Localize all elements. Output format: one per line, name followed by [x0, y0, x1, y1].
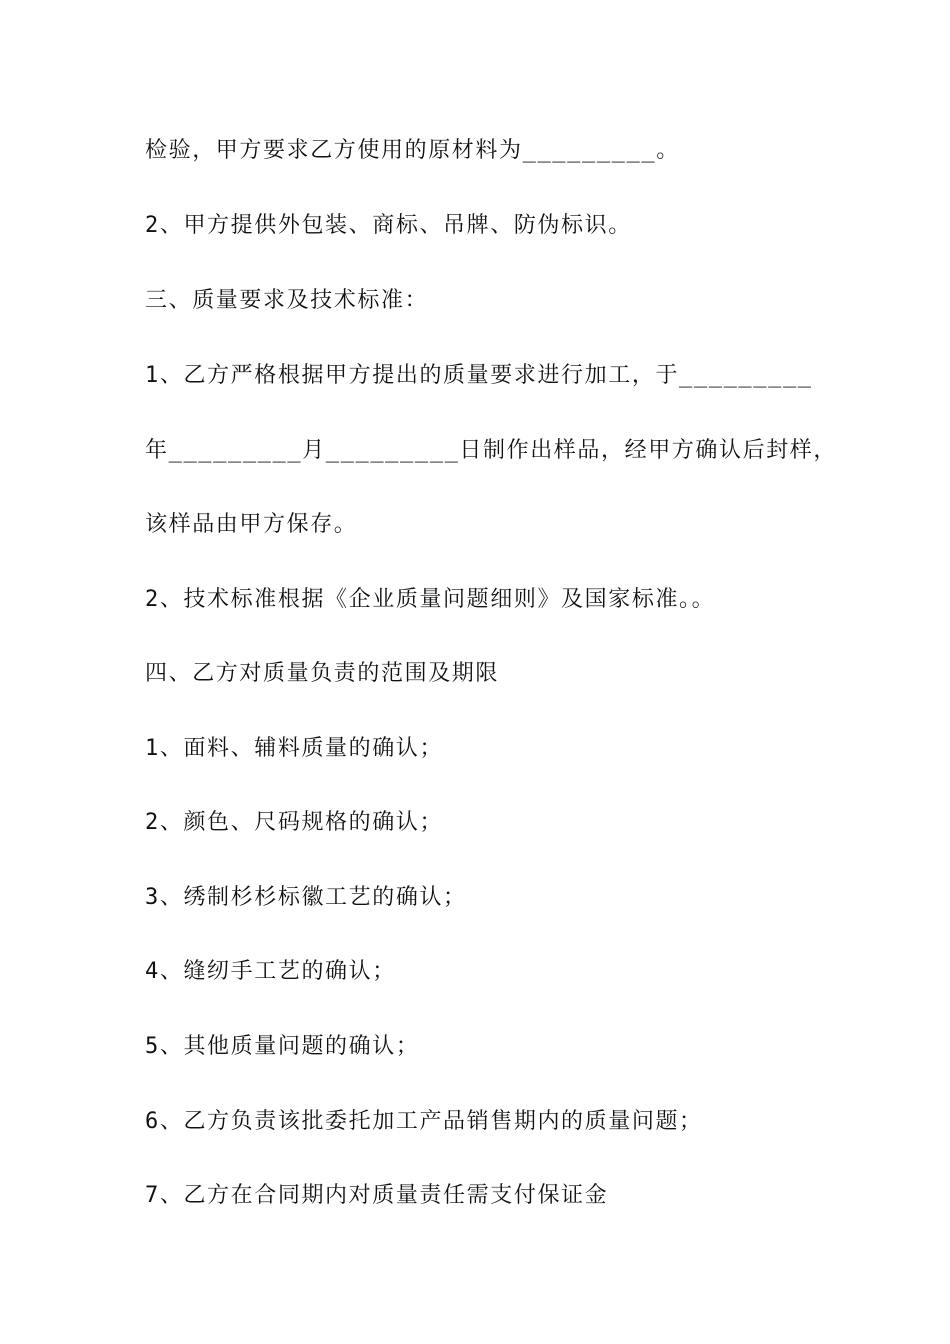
text-line: 该样品由甲方保存。	[145, 512, 358, 537]
section-heading: 四、乙方对质量负责的范围及期限	[145, 661, 500, 686]
text-line: 2、甲方提供外包装、商标、吊牌、防伪标识。	[145, 213, 632, 238]
text-line: 2、技术标准根据《企业质量问题细则》及国家标准。。	[145, 587, 716, 612]
list-item: 2、颜色、尺码规格的确认；	[145, 810, 444, 835]
text-line: 年_________月_________日制作出样品，经甲方确认后封样，	[145, 438, 838, 463]
list-item: 6、乙方负责该批委托加工产品销售期内的质量问题；	[145, 1109, 703, 1134]
list-item: 7、乙方在合同期内对质量责任需支付保证金	[145, 1183, 609, 1208]
list-item: 3、绣制杉杉标徽工艺的确认；	[145, 885, 467, 910]
section-heading: 三、质量要求及技术标准：	[145, 288, 429, 313]
text-line: 1、乙方严格根据甲方提出的质量要求进行加工，于_________	[145, 363, 813, 388]
list-item: 5、其他质量问题的确认；	[145, 1034, 420, 1059]
list-item: 1、面料、辅料质量的确认；	[145, 736, 444, 761]
text-line: 检验，甲方要求乙方使用的原材料为_________。	[145, 138, 680, 163]
list-item: 4、缝纫手工艺的确认；	[145, 959, 396, 984]
